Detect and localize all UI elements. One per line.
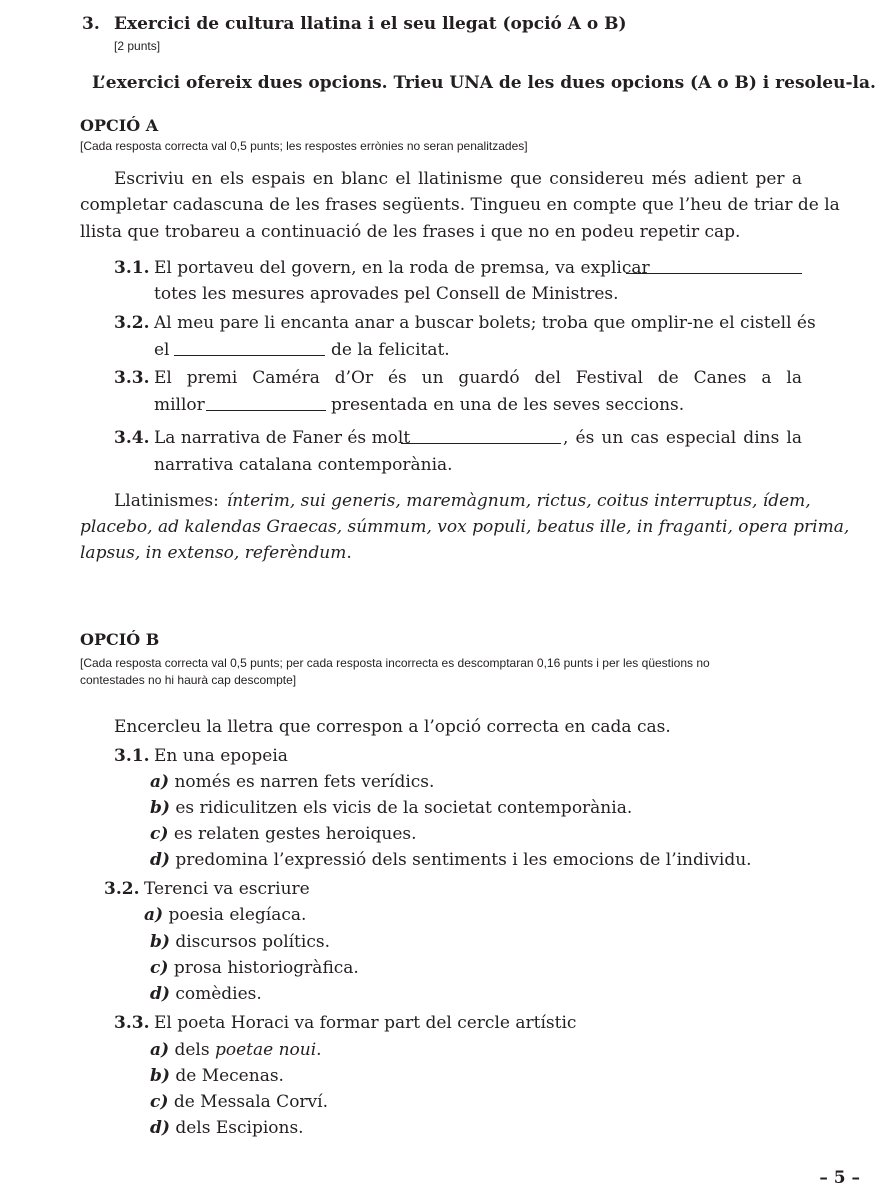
answer-blank[interactable] [626, 259, 802, 274]
option-text: . [316, 1040, 322, 1060]
item-text: totes les mesures aprovades pel Consell de Ministres. [154, 284, 619, 304]
item-text: de la felicitat. [331, 340, 450, 360]
option-text: només es narren fets verídics. [174, 772, 435, 792]
option-text: de Messala Corví. [173, 1092, 328, 1112]
item-text: el [154, 340, 170, 360]
option-letter[interactable]: d) [150, 984, 170, 1004]
question-number: 3. [82, 14, 100, 34]
option-text: de Mecenas. [175, 1066, 284, 1086]
item-number: 3.4. [114, 428, 150, 448]
option-text: dels Escipions. [175, 1118, 304, 1138]
answer-blank[interactable] [401, 429, 561, 444]
answer-option[interactable] [150, 1092, 328, 1112]
answer-option[interactable] [150, 958, 359, 978]
option-a-intro-line-1: Escriviu en els espais en blanc el llatinisme que considereu més adient per a [114, 169, 802, 189]
answer-option[interactable] [150, 850, 752, 870]
question-stem: Terenci va escriure [144, 879, 310, 899]
answer-option[interactable] [150, 772, 434, 792]
latinisms-terms: ínterim, sui generis, maremàgnum, rictus, coitus interruptus, ídem, [226, 491, 811, 511]
answer-option[interactable] [150, 798, 632, 818]
answer-option[interactable] [150, 932, 330, 952]
option-letter[interactable]: b) [150, 1066, 170, 1086]
item-text: presentada en una de les seves seccions. [331, 395, 685, 415]
option-a-intro-line-2: completar cadascuna de les frases següents. Tingueu en compte que l’heu de triar de la [80, 195, 840, 215]
option-text: prosa historiogràfica. [173, 958, 359, 978]
option-letter[interactable]: b) [150, 798, 170, 818]
question-stem: El poeta Horaci va formar part del cercle artístic [154, 1013, 577, 1033]
answer-option[interactable] [144, 905, 306, 925]
option-text: comèdies. [175, 984, 262, 1004]
option-text: discursos polítics. [175, 932, 330, 952]
question-stem: En una epopeia [154, 746, 288, 766]
option-b-scoring-line-1: [Cada resposta correcta val 0,5 punts; per cada resposta incorrecta es descomptaran 0,16 punts i per les qüestions no [80, 656, 710, 670]
question-number: 3.2. [104, 879, 140, 899]
option-a-scoring: [Cada resposta correcta val 0,5 punts; les respostes errònies no seran penalitzades] [80, 139, 528, 153]
latinisms-list-line-2: placebo, ad kalendas Graecas, súmmum, vox populi, beatus ille, in fraganti, opera prima, [80, 517, 850, 537]
item-number: 3.1. [114, 258, 150, 278]
question-points: [2 punts] [114, 39, 161, 53]
answer-option[interactable] [150, 1066, 284, 1086]
option-a-heading: OPCIÓ A [80, 116, 159, 135]
item-text: Al meu pare li encanta anar a buscar bolets; troba que omplir-ne el cistell és [154, 313, 816, 333]
option-letter[interactable]: b) [150, 932, 170, 952]
latinisms-list-line-3 [80, 543, 352, 563]
item-text: El premi Caméra d’Or és un guardó del Festival de Canes a la [154, 368, 802, 388]
question-title: Exercici de cultura llatina i el seu llegat (opció A o B) [114, 14, 627, 34]
latinisms-list-line-1 [114, 491, 811, 511]
option-text: poesia elegíaca. [168, 905, 307, 925]
item-text: millor [154, 395, 205, 415]
option-letter[interactable]: a) [144, 905, 164, 925]
option-text: predomina l’expressió dels sentiments i les emocions de l’individu. [175, 850, 752, 870]
answer-option[interactable] [150, 824, 417, 844]
question-instruction: L’exercici ofereix dues opcions. Trieu UNA de les dues opcions (A o B) i resoleu-la. [92, 73, 876, 93]
item-text: , és un cas especial dins la [563, 428, 802, 448]
option-text-italic: poetae noui [214, 1040, 317, 1060]
latinisms-terms: lapsus, in extenso, referèndum [80, 543, 347, 563]
option-b-instruction: Encercleu la lletra que correspon a l’opció correcta en cada cas. [114, 717, 671, 737]
option-letter[interactable]: d) [150, 1118, 170, 1138]
option-letter[interactable]: c) [150, 824, 169, 844]
option-text: dels [174, 1040, 215, 1060]
option-letter[interactable]: d) [150, 850, 170, 870]
answer-option[interactable] [150, 1040, 322, 1060]
item-number: 3.3. [114, 368, 150, 388]
answer-blank[interactable] [206, 396, 326, 411]
option-a-intro-line-3: llista que trobareu a continuació de les frases i que no en podeu repetir cap. [80, 222, 741, 242]
question-number: 3.3. [114, 1013, 150, 1033]
item-text: El portaveu del govern, en la roda de premsa, va explicar [154, 258, 650, 278]
option-text: es relaten gestes heroiques. [173, 824, 417, 844]
option-b-heading: OPCIÓ B [80, 630, 160, 649]
page-number: – 5 – [819, 1168, 860, 1188]
latinisms-label: Llatinismes: [114, 491, 219, 511]
answer-blank[interactable] [174, 341, 325, 356]
latinisms-period: . [346, 543, 352, 563]
option-b-scoring-line-2: contestades no hi haurà cap descompte] [80, 673, 297, 687]
option-letter[interactable]: a) [150, 772, 170, 792]
option-text: es ridiculitzen els vicis de la societat contemporània. [175, 798, 633, 818]
answer-option[interactable] [150, 984, 262, 1004]
option-letter[interactable]: c) [150, 958, 169, 978]
option-letter[interactable]: a) [150, 1040, 170, 1060]
item-text: narrativa catalana contemporània. [154, 455, 453, 475]
option-letter[interactable]: c) [150, 1092, 169, 1112]
item-text: La narrativa de Faner és molt [154, 428, 411, 448]
answer-option[interactable] [150, 1118, 304, 1138]
question-number: 3.1. [114, 746, 150, 766]
item-number: 3.2. [114, 313, 150, 333]
